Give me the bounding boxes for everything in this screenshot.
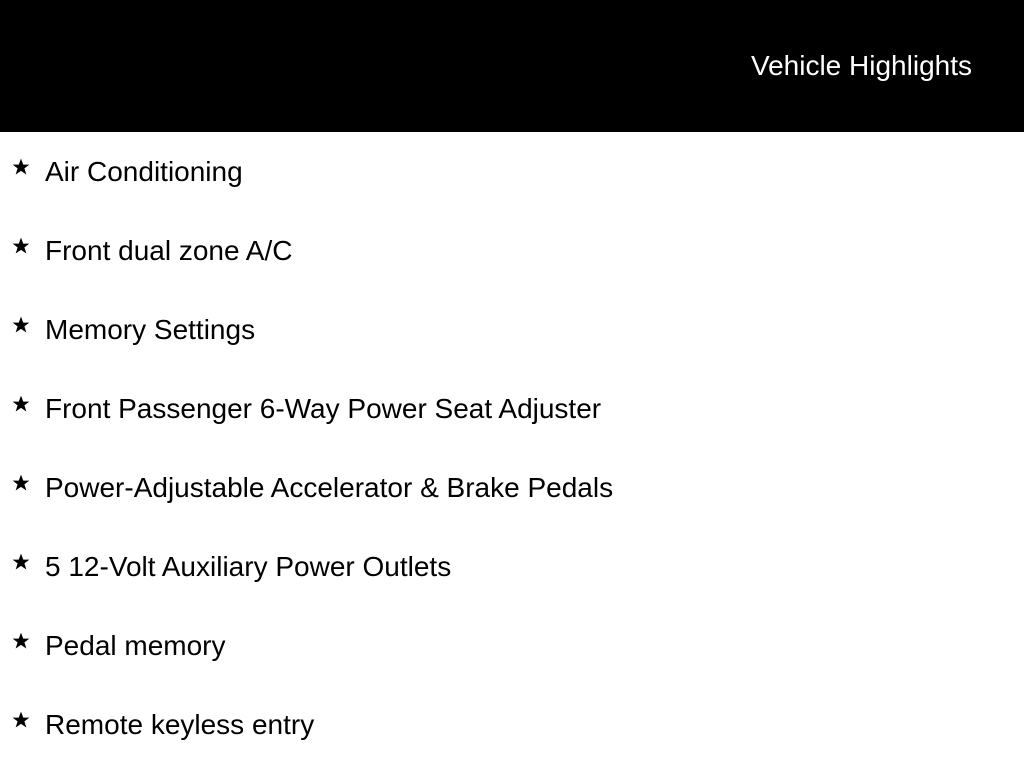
highlights-list (0, 132, 1024, 764)
highlight-label: Pedal memory (45, 630, 226, 661)
header-bar (0, 0, 1024, 132)
list-item (0, 211, 1024, 290)
list-item (0, 685, 1024, 764)
list-item (0, 606, 1024, 685)
list-item (0, 132, 1024, 211)
star-icon (11, 710, 31, 730)
star-icon (11, 473, 31, 493)
star-icon (11, 394, 31, 414)
list-item (0, 290, 1024, 369)
highlight-label: 5 12-Volt Auxiliary Power Outlets (45, 551, 452, 582)
list-item (0, 448, 1024, 527)
list-item (0, 369, 1024, 448)
highlight-label: Remote keyless entry (45, 709, 315, 740)
highlight-label: Front Passenger 6-Way Power Seat Adjuster (45, 393, 602, 424)
star-icon (11, 552, 31, 572)
star-icon (11, 157, 31, 177)
highlight-label: Front dual zone A/C (45, 235, 293, 266)
highlight-label: Power-Adjustable Accelerator & Brake Pedals (45, 472, 614, 503)
star-icon (11, 631, 31, 651)
page-title: Vehicle Highlights (750, 50, 972, 81)
highlight-label: Air Conditioning (45, 156, 243, 187)
star-icon (11, 236, 31, 256)
list-item (0, 527, 1024, 606)
highlight-label: Memory Settings (45, 314, 256, 345)
star-icon (11, 315, 31, 335)
